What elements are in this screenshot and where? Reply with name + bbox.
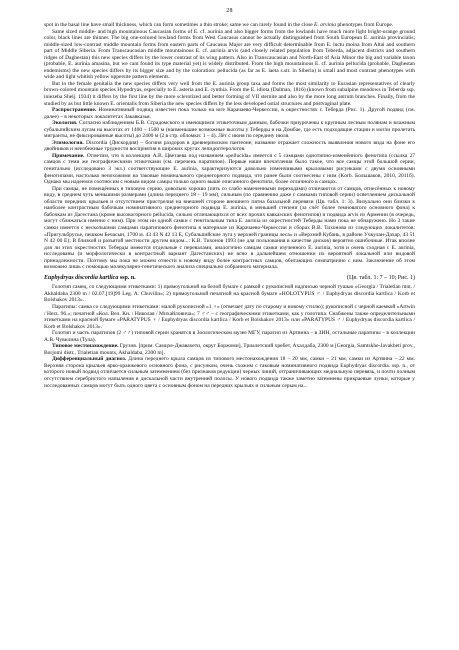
diagnosis-paragraph: Дифференциальный диагноз. Длина переднего крыла самцов из типового местонахождения 18 – 20 мм, самки – 21 мм, самки из Артвина – 22 мм. Верхняя сторона крыльев ярко-оранжевого основного фона, с рисунком, очень схожим с таковым номинативного подвида Euphydryas discordia. ssp. n., от которого новый подвид отличается сильным затемнением (без признаков редукции) черных линий, отграничивающих медиальную перевязь, и почти полным отсутствием серебристого напыления в дискальной части внутренней полосы. У нового подвида также заметно затемнены прикраевые лунки, которые у исследованных самцов могут быть одного цвета с основным фоном на передних крыльях и сильным серым на... (44, 356, 416, 389)
deposition-paragraph: Голотип и часть паратипов (2 ♂♂) типовой серии хранятся в Зоологическом музее МГУ, паратип из Артвина – в ЗИН, остальные паратипы – в коллекции А.В. Чувилина (Тула). (44, 330, 415, 343)
intro-paragraph-2: Same sized middle- and high mountainous Caucasian forms of E. cf. aurinia and also bigger forms from the lowlands have much more light bright-orange ground color, black lines are thinner. The big one-colored lowland forms from West Caucasus cannot be actually distinguished from South European E. aurinia provincialis; middle-sized low-contrast middle mountain forms from eastern parts of Caucasus Major are very difficult determinable from E. luctu moina from Altai and southern part of Middle Siberia. From Transcaucasian middle mountainous E. cf. aurinia arvis (and closely related population from Teberda, adjacent districts and southern ridges of Daghestan) this new species differs by the lower contrast of its wing pattern. Also in Transcaucasian and North-East of Asia Minor the big and variable taxon (probable, E. aurinia amasina, but we cant found its type material yet) is widely distributed. From the high mountainous E. cf. aurinia pellucida (probable, Daghestan endemisms) the new species differs by its bigger size and by the coloration: pellucida (as far as E. laeta s.str. in Siberia) is small and most contrast phenotypes with wide and light whitish yellow uppersite pattern elements. (44, 28, 415, 81)
paratypes-paragraph: Паратипы: самка со следующими этикетками: малой рукописной «1 ♀» (отвечает дату по старому и новому стилю); рукописной с черной каемкой «Artwin / Herz. 96.»; печатной «Кол. Вел. Кн. / Николая / Михайловича»; 7 ♂♂ – с географическими этикетками, как у голотипа. Снабжены также определительными этикетками на красной бумаге «PARATYPUS ♀ / Euphydryas discordia kartlica / Korb et Bolshakov 2013» или «PARATYPUS ♂ / Euphydryas discordia kartlica / Korb et Bolshakov 2013». (44, 303, 415, 330)
species-name: Euphydryas discordia kartlica ssp. n. (44, 274, 136, 281)
section-note-continued: При самцы, не помещённых в типовую серию, довольно хорошо (пять со слабо намеченными переходами) отличаются от самцов, отнесённых к новому виду, в среднем чуть меньшими размерами (длина переднего 18 – 19 мм), сильным (по сравнению даже с самками типовой серии) осветлением дискальной области передних крыльев и отсутствием пристрелия на внешней стороне внешнего пятна базальной перевязи (Цв. табл. 1: 3). Визуально они близки к наиболее контрастным бабочкам номинативного среднегорного подвида E. aurinia, в меньшей степени (за счёт более темноватого основного фона) к бабочкам из Дагестана (кроме высокогорного pellucida, сильно отличающихся от всех прочих кавказских фенотипов) и подвида arvis из Армении (в очередь, могут сближаться именно с ним). При этом ни одной самки с генитальным типа E. aurinia из окрестностей Теберды нами пока не обнаружено. Но 3 такие самки имеется с несколькими самцами паратипового фенотипа в материале из Карачаево-Черкессии и сборах В.В. Тихонова из следующих локалитетов: «Пригульбрусье, пешком Бечасын, 1700 м. 43 43 N 42 13 E, Субальпийские луга у верхней границы леса» и «Верхний Кубань, в районе Учкулан-Дахар, 43 51 N 42 00 E); В близкой и разъятой местности другим видом...: К.В. Тихонов 1993 (не для пользования в качестве дисков) вероятно ошибочные. Итак вполне для ли этих окрестностях Теберды имеются отдельные с перевалами, аналогично самцам самки изученного E. aurinia, хотя и очень сходная с E. aurinia, исследованы (и морфологически в контрастный вариант Дагестанских) не ясно в дальнейшем отношении их вероятной локальной или видовой принадлежности. Поэтому мы пока не можем отнести к новому виду более контрастных самцов, обитающих симпатрично с ним. Заключение об этом возможно лишь с помощью молекулярно-генетического анализа специально собранного материала. (44, 185, 415, 271)
section-etymology: Этимология. Discordia (Дискордия) – богиня раздоров в древнеримском пантеоне; название отражает сложность выявления нового вида на фоне его двойников и неизбежные трудности восприятия в широких кругах лепидоптерологов. (44, 139, 416, 153)
section-note: Примечание. Отметим, что в коллекции А.В. Цветаева под названием «pellucida» имеется с 5 самцами однотипно-изменённого фенотипа (ссылка 27 самцов с теми же географическими этикетками (см. перечень паратипов). Первые наши впечатления было такое, что все самцы этой большой серии, генитально (исследовано 3 экз.) соответствующие E. aurinia, характеризуются довольно изменчивыми крыловыми рисунками с двумя основными фенотипами, настолько непохожими на таковые номинального среднегорного подвида, что ранее были соотнесены с ним (Korb. Большаков, 2010, 2011б). Однако мы надеемся соотносим с новым видом самцы только одного выше описанного фенотипа, более отличного в самцах. (44, 152, 415, 186)
type-locality-paragraph: Типовое местонахождение. Грузия. [прим. Самцхе-Джавахети, округ Боржоми], Триалетский хребет, Ахалдаба, 2300 м [Georgia, Samtskhe-Javakheti prov., Borjomi distr., Trialetian mounts, Akhaldaba, 2300 m]. (44, 343, 415, 356)
intro-paragraph-3: But in the female genitalia the new species differs very well from the E. aurinia group taxa and forms the most similarity to Eurasian representatives of clearly brown-colored mountain species Hypodryas, especially to E. asteria and E. cynthia. From the E. idiota (Dalman, 1816) (known from subalpine meadows in Teberda ssp. iniezeba Shelj. 1934) it differs by the first line by the more sclerotized and better forming of VII sternite and also by the more long antrum branches. Finally, from the studied by as but little known E. orientalis from Siberia the new species differs by the less developed ostial structures and postvaginal plate. (44, 80, 415, 107)
intro-paragraph-1: spot in the basal line have small thickness, which can form sometimes a thin stroke; same we can rarely found in the close E. arvinia phenotypes from Europe. (44, 22, 394, 28)
species-figure-reference: (Цв. табл. 1: 7 – 10; Рис. 1) (347, 274, 415, 281)
holotype-paragraph: Голотип самец, со следующими этикетками: 1) прямоугольной на белой бумаге с рамкой с рукописной надписью черной тушью «Georgia / Trialetian mnt. / Akhaldaba 2300 m / 02.07.[19]99 Leg. A. Chuvilin»; 2) прямоугольной печатной на красной бумаге «HOLOTYPUS ♂ / Euphydryas discordia kartlica / Korb et Bolshakov 2013». (44, 284, 415, 304)
page-number: 28 (226, 8, 233, 14)
section-distribution: Распространение. Номинативный подвид известен пока только на юге Карачаево-Черкессии, в окрестностях г. Теберда (Рис. 1). Другой подвид (см. далее) – в некоторых локалитетах Закавказья. (44, 107, 416, 120)
species-heading (44, 275, 415, 282)
section-ecology: Экология. Согласно наблюдениям Б.В. Страдомского и имеющимся этикеточным данным, бабочки приурочены к крупным лесным полянам и влажным субальпийским лугам на высотах от 1400 – 1500 м (наименьшие возможные высоты у Теберды и на Домбае, где есть подходящие стации и могли пролетать мигранты, не фиксированные высоты) до 2400 м (2 в стр. обломки: 1 – 4). Лёт с июня по середину июля. (44, 120, 416, 140)
